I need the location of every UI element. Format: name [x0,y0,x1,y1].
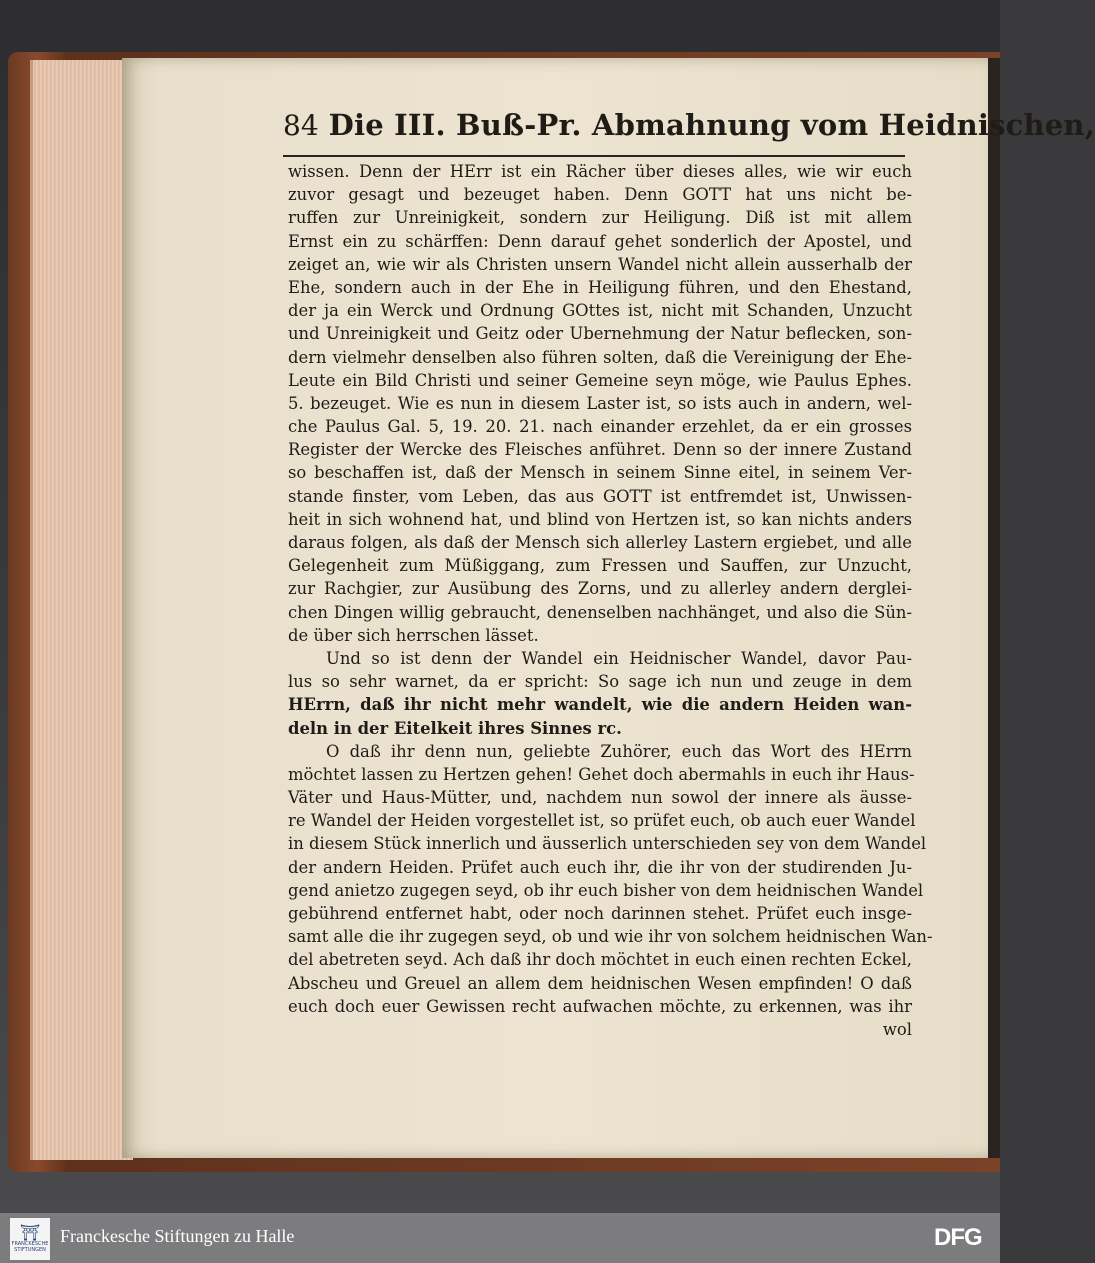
text-line: gebührend entfernet habt, oder noch darinnen stehet. Prüfet euch insge- [288,904,912,923]
text-line: Leute ein Bild Christi und seiner Gemeine seyn möge, wie Paulus Ephes. [288,370,912,390]
header-rule [283,155,905,157]
text-line: zur Rachgier, zur Ausübung des Zorns, und zu allerley andern derglei- [288,579,912,599]
page-number: 84 [283,109,319,142]
text-line: Ehe, sondern auch in der Ehe in Heiligung führen, und den Ehestand, [288,277,912,297]
logo-text: FRANCKESCHE STIFTUNGEN [11,1241,49,1253]
text-line: gend anietzo zugegen seyd, ob ihr euch bisher von dem heidnischen Wandel [288,880,924,900]
institution-name[interactable]: Franckesche Stiftungen zu Halle [60,1226,295,1246]
text-line: re Wandel der Heiden vorgestellet ist, so prüfet euch, ob auch euer Wandel [288,811,916,831]
text-line: zuvor gesagt und bezeuget haben. Denn GOTT hat uns nicht be- [288,185,912,205]
book-gutter [988,58,1000,1158]
text-line: Ernst ein zu schärffen: Denn darauf gehet sonderlich der Apostel, und [288,231,912,251]
text-line: lus so sehr warnet, da er spricht: So sage ich nun und zeuge in dem [288,672,912,692]
page-header [283,108,1095,152]
text-line: HErrn, daß ihr nicht mehr wandelt, wie die andern Heiden wan- [288,695,912,715]
catchword: wol [882,1019,912,1039]
institution-logo[interactable] [10,1218,50,1260]
text-line: chen Dingen willig gebraucht, denenselben nachhänget, und also die Sün- [288,602,912,622]
text-line: samt alle die ihr zugegen seyd, ob und wie ihr von solchem heidnischen Wan- [288,927,933,947]
text-line: und Unreinigkeit und Geitz oder Ubernehmung der Natur beflecken, son- [288,324,912,344]
text-line: Gelegenheit zum Müßiggang, zum Fressen und Sauffen, zur Unzucht, [288,556,912,576]
text-line: 5. bezeuget. Wie es nun in diesem Laster ist, so ists auch in andern, wel- [288,393,912,413]
body-text [288,160,933,1041]
text-line: Register der Wercke des Fleisches anführet. Denn so der innere Zustand [288,440,912,460]
text-line: so beschaffen ist, daß der Mensch in seinem Sinne eitel, in seinem Ver- [288,463,912,483]
text-line: del abetreten seyd. Ach daß ihr doch möchtet in euch einen rechten Eckel, [288,950,912,970]
text-line: stande finster, vom Leben, das aus GOTT ist entfremdet ist, Unwissen- [288,486,912,506]
text-line: der andern Heiden. Prüfet auch euch ihr, die ihr von der studirenden Ju- [288,857,912,877]
text-line: O daß ihr denn nun, geliebte Zuhörer, euch das Wort des HErrn [326,741,912,761]
running-title: Die III. Buß-Pr. Abmahnung vom Heidnischen, [328,108,1095,142]
dfg-logo[interactable]: DFG [934,1224,982,1251]
text-line: der ja ein Werck und Ordnung GOttes ist, nicht mit Schanden, Unzucht [288,301,912,321]
text-line: möchtet lassen zu Hertzen gehen! Gehet doch abermahls in euch ihr Haus- [288,764,915,784]
text-line: daraus folgen, als daß der Mensch sich allerley Lastern ergiebet, und alle [288,533,912,552]
text-line: Väter und Haus-Mütter, und, nachdem nun sowol der innere als äusse- [288,788,912,808]
text-line: dern vielmehr denselben also führen solten, daß die Vereinigung der Ehe- [288,347,912,367]
text-line: Abscheu und Greuel an allem dem heidnischen Wesen empfinden! O daß [288,973,912,993]
text-line: deln in der Eitelkeit ihres Sinnes rc. [288,718,622,738]
text-line: wissen. Denn der HErr ist ein Rächer über dieses alles, wie wir euch [288,162,912,181]
text-line: in diesem Stück innerlich und äusserlich unterschieden sey von dem Wandel [288,834,927,854]
text-line: Und so ist denn der Wandel ein Heidnischer Wandel, davor Pau- [326,648,912,668]
text-line: ruffen zur Unreinigkeit, sondern zur Heiligung. Diß ist mit allem [288,208,912,228]
text-line: de über sich herrschen lässet. [288,625,539,645]
building-icon: ⛩ [19,1223,41,1242]
text-line: euch doch euer Gewissen recht aufwachen möchte, zu erkennen, was ihr [288,996,912,1016]
text-line: zeiget an, wie wir als Christen unsern Wandel nicht allein ausserhalb der [288,254,912,274]
text-line: che Paulus Gal. 5, 19. 20. 21. nach einander erzehlet, da er ein grosses [288,417,912,437]
text-line: heit in sich wohnend hat, und blind von Hertzen ist, so kan nichts anders [288,509,912,529]
page-edges [30,60,133,1160]
